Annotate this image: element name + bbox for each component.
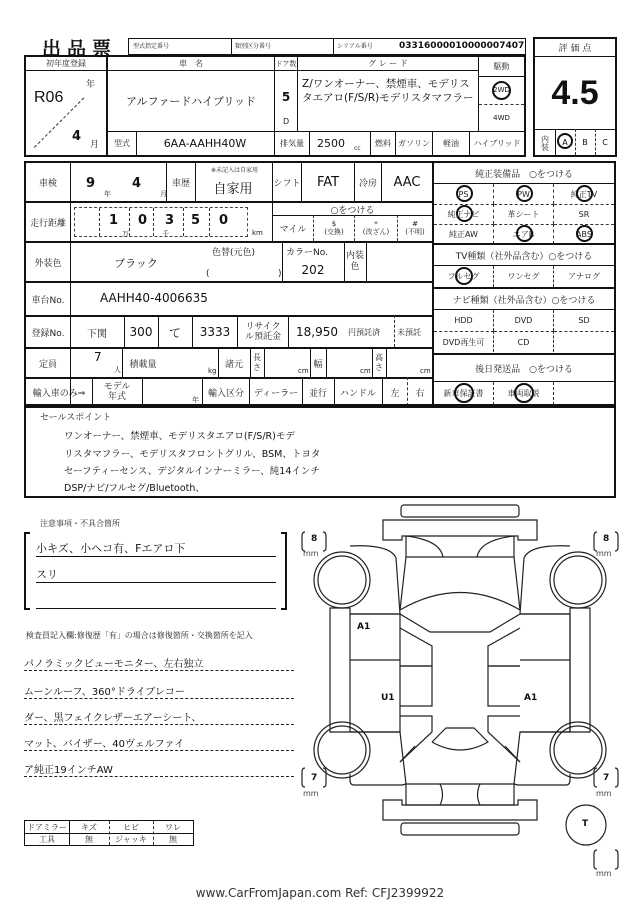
damage-mark-rear-right: A1 [524,693,538,703]
damage-mark-rear-left: U1 [381,693,395,703]
drive-label: 駆動 [479,57,524,77]
exterior-color-value: ブラック [114,257,158,270]
roof-front [400,614,520,632]
navi-item[interactable]: SD [578,316,590,325]
plate-class: 300 [129,325,153,339]
interior-grade-a-circle [557,133,573,149]
repaint-paren-open: ( [206,269,210,279]
front-right-tire [550,552,606,608]
tread-front-right: 8 [603,534,610,544]
notes-bracket-left [24,532,30,610]
rear-right-tire [550,722,606,778]
inspector-label: 検査員記入欄:修復歴「有」の場合は修復箇所・交換箇所を記入 [26,631,253,640]
later-title: 後日発送品 ○をつける [475,364,573,375]
ac-value: AAC [393,174,421,190]
history-value: 自家用 [213,181,253,197]
tread-rear-right: 7 [603,773,610,783]
repaint-paren-close: ) [278,269,282,279]
import-type-label: 輸入区分 [207,388,244,399]
color-no-label: カラーNo. [286,248,328,258]
handle-left[interactable]: 左 [390,388,400,399]
equipment-item[interactable]: SR [554,204,614,224]
tv-selected-circle [455,267,473,285]
equipment-selected-circle [456,185,473,202]
left-side [330,608,350,732]
front-left-tire [314,552,370,608]
navi-item[interactable]: CD [494,331,554,352]
inspection-label: 車検 [38,178,57,189]
tools-value: 無 [85,835,93,844]
width-label: 幅 [313,359,323,370]
equipment-item[interactable]: ABS [554,224,614,244]
drive-2wd-circle [492,81,511,100]
equipment-selected-circle [576,225,593,242]
mileage-option-tampered[interactable]: * (改ざん) [362,220,390,236]
displacement-value: 2500 [317,137,345,150]
rear-window [432,728,488,750]
interior-color-label: 内装色 [345,251,364,272]
doors-value: 5 [281,90,291,104]
capacity-label: 定員 [38,359,57,370]
first-registration-label: 初年度登録 [26,57,106,71]
windshield [400,593,520,611]
inspector-line-3: ダー、黒フェイクレザーエアーシート、 [24,709,294,725]
type-designation-label: 型式指定番号 [133,43,170,50]
category-label: 類別区分番号 [235,43,272,50]
bracket-spare [594,850,618,869]
registration-year-unit: 年 [86,80,96,90]
width-unit: cm [360,367,371,375]
navi-item[interactable]: DVD [494,310,554,331]
door-mirror-label: ドアミラー [27,822,67,832]
vehicle-info-box [24,55,526,157]
rear-bumper-strip [401,823,519,835]
inspection-month-unit: 月 [160,190,167,198]
options-panel [434,163,614,406]
import-dealer[interactable]: ディーラー [253,388,299,399]
color-no-value: 202 [301,263,325,277]
serial-label: シリアル番号 [337,43,373,50]
equipment-selected-circle [456,205,473,222]
mileage-option-mile[interactable]: マイル [279,224,307,235]
handle-right[interactable]: 右 [415,388,425,399]
score-label: 評 価 点 [535,39,615,57]
spec-label: 諸元 [224,359,243,370]
sales-points-line-2: リスタマフラー、モデリスタフロントグリル、BSM、トヨタ [64,449,321,460]
mileage-option-exchanged[interactable]: $ (交換) [324,220,344,236]
drive-2wd[interactable]: 2WD [493,86,510,94]
navi-item[interactable]: HDD [434,310,494,331]
notes-bracket-right [281,532,287,610]
tools-label: 工具 [39,835,55,844]
mileage-mark-label: ○をつける [330,205,375,216]
mileage-digit-5: 5 [191,213,201,228]
trunk [406,784,514,805]
interior-grade-label: 内装 [540,135,550,151]
break-label: ワレ [165,822,181,832]
ac-label: 冷房 [358,178,377,189]
jack-label: ジャッキ [115,835,147,844]
plate-region: 下関 [87,328,107,340]
sales-points-line-3: セーフティーセンス、デジタルインナーミラー、純14インチ [64,466,320,477]
mileage-label: 走行距離 [29,218,66,229]
notes-line-2: スリ [36,566,276,583]
history-label: 車歴 [171,178,190,189]
tread-rear-left-unit: mm [303,789,319,798]
tv-item[interactable]: フルセグ [434,266,494,287]
notes-line-3 [36,592,276,609]
tv-item[interactable]: ワンセグ [494,266,554,287]
exterior-color-label: 外装色 [34,258,62,269]
mileage-unit-man: 万 [122,230,129,238]
tread-front-left: 8 [311,534,318,544]
fuel-diesel[interactable]: 軽油 [443,139,459,148]
height-label: 高さ [375,353,383,372]
tv-item[interactable]: アナログ [568,272,600,281]
inspector-line-4: マット、バイザー、40ヴェルファイ [24,735,294,751]
equipment-item[interactable]: エアB [494,224,554,244]
footer-ref: www.CarFromJapan.com Ref: CFJ2399922 [195,886,445,900]
interior-grade-c[interactable]: C [602,137,608,147]
notes-label: 注意事項・不具合箇所 [40,519,120,528]
car-name-value: アルファードハイブリッド [126,95,256,108]
length-unit: cm [298,367,309,375]
doors-label: ドア数 [275,57,297,71]
serial-value: 03316000010000007407 [399,41,525,51]
equipment-item[interactable]: 革シート [494,204,554,224]
front-pillars [400,557,520,610]
tread-front-right-unit: mm [596,549,612,558]
interior-grade-b[interactable]: B [582,137,588,147]
fuel-label: 燃料 [375,139,391,148]
plate-number: 3333 [199,325,231,339]
tread-rear-right-unit: mm [596,789,612,798]
model-year-label: モデル年式 [103,382,131,402]
score-value: 4.5 [551,73,599,112]
recycle-label: リサイクル預託金 [244,322,281,342]
equipment-title: 純正装備品 ○をつける [475,169,573,180]
mileage-unit-sen: 千 [162,230,169,238]
tv-title: TV種類（社外品含む）○をつける [455,251,593,262]
load-unit: kg [208,367,217,375]
equipment-item[interactable]: 純正AW [434,224,494,244]
model-label: 型式 [114,139,130,148]
inspector-line-2: ムーンルーフ、360°ドライブレコー [24,683,294,699]
chassis-value: AAHH40-4006635 [100,291,208,305]
plate-label: 登録No. [31,328,65,339]
navi-item[interactable] [554,331,614,352]
tread-front-left-unit: mm [303,549,319,558]
sales-points-line-4: DSP/ナビ/フルセグ/Bluetooth、 [64,483,205,494]
tread-rear-left: 7 [311,773,318,783]
mileage-digit-6: 0 [219,213,229,228]
equipment-item[interactable]: 純正TV [570,189,598,199]
history-note: ※未記入は自家用 [211,167,259,174]
import-parallel[interactable]: 並行 [308,388,327,399]
capacity-value: 7 [94,350,102,364]
repaint-label: 色替(元色) [212,248,256,258]
crack-label: ヒビ [123,822,139,832]
recycle-value: 18,950 [296,325,338,339]
equipment-item[interactable]: 純正ナビ [434,204,494,224]
displacement-unit: cc [354,145,361,152]
import-label: 輸入車のみ⇒ [32,388,86,399]
handle-label: ハンドル [339,388,376,399]
inspection-month: 4 [132,176,142,191]
damage-mark-front-left: A1 [357,622,371,632]
recycle-unpaid[interactable]: 未預託 [397,328,421,337]
tread-spare-unit: mm [596,869,612,878]
inspector-line-1: パノラミックビューモニター、左右独立 [24,655,294,671]
equipment-selected-circle [576,185,593,202]
model-year-unit: 年 [192,396,199,404]
later-selected-circle [454,383,474,403]
jack-value: 無 [169,835,177,844]
right-side [570,608,590,732]
grade-value: Z/ワンオーナー、禁煙車、モデリスタエアロ(F/S/R)モデリスタマフラー [302,78,474,104]
doors-unit: D [283,117,290,126]
score-box [533,37,617,157]
equipment-item[interactable]: PW [494,184,554,204]
shift-label: シフト [273,178,301,189]
registration-month-unit: 月 [90,140,100,150]
later-item[interactable]: 新車保証書 [434,382,494,405]
plate-kana: て [168,325,181,340]
navi-title: ナビ種類（社外品含む）○をつける [452,295,596,306]
mileage-digit-2: 1 [109,213,119,228]
header-info-bar [128,38,526,55]
car-name-label: 車 名 [108,57,274,71]
interior-grade-a[interactable]: A [562,137,568,147]
spare-tire-label: T [582,819,589,829]
equipment-selected-circle [516,225,533,242]
sales-points-label: セールスポイント [40,413,112,423]
height-unit: cm [420,367,431,375]
shift-value: FAT [316,174,340,190]
drive-4wd[interactable]: 4WD [493,114,510,122]
later-selected-circle [514,383,534,403]
recycle-paid[interactable]: 円預託済 [348,328,380,337]
mileage-unit: km [252,229,263,237]
notes-line-1: 小キズ、小ヘコ有、Fエアロ下 [36,540,276,557]
rear-right-fender [514,732,570,785]
sales-points-line-1: ワンオーナー、禁煙車、モデリスタエアロ(F/S/R)モデ [64,431,295,442]
tools-table [24,820,194,846]
fuel-hybrid[interactable]: ハイブリッド [473,139,521,148]
sales-points-box [24,404,616,498]
model-value: 6AA-AAHH40W [163,137,247,150]
load-label: 積載量 [129,359,157,370]
chassis-label: 車台No. [31,295,65,306]
registration-year: R06 [34,89,64,106]
scratch-label: キズ [81,822,97,832]
registration-month: 4 [72,129,82,144]
inspector-line-5: ア純正19インチAW [24,761,294,777]
displacement-label: 排気量 [280,139,304,148]
mileage-option-unknown[interactable]: # (不明) [405,220,425,236]
fuel-gasoline[interactable]: ガソリン [398,139,430,148]
inspection-year: 9 [86,176,96,191]
later-item[interactable] [554,382,614,405]
mileage-digit-4: 3 [165,213,175,228]
navi-item[interactable]: DVD再生可 [434,331,494,352]
later-item[interactable]: 車両取説 [494,382,554,405]
grade-label: グ レ ー ド [298,57,478,71]
capacity-unit: 人 [114,366,121,374]
rear-left-tire [314,722,370,778]
mileage-digit-3: 0 [138,213,148,228]
equipment-item[interactable]: PS [434,184,494,204]
front-bumper-strip [401,505,519,517]
page-title: 出品票 [42,38,118,60]
details-box [24,161,616,408]
equipment-selected-circle [516,185,533,202]
length-label: 長さ [253,353,261,372]
inspection-year-unit: 年 [104,190,111,198]
rear-left-fender [350,732,406,785]
